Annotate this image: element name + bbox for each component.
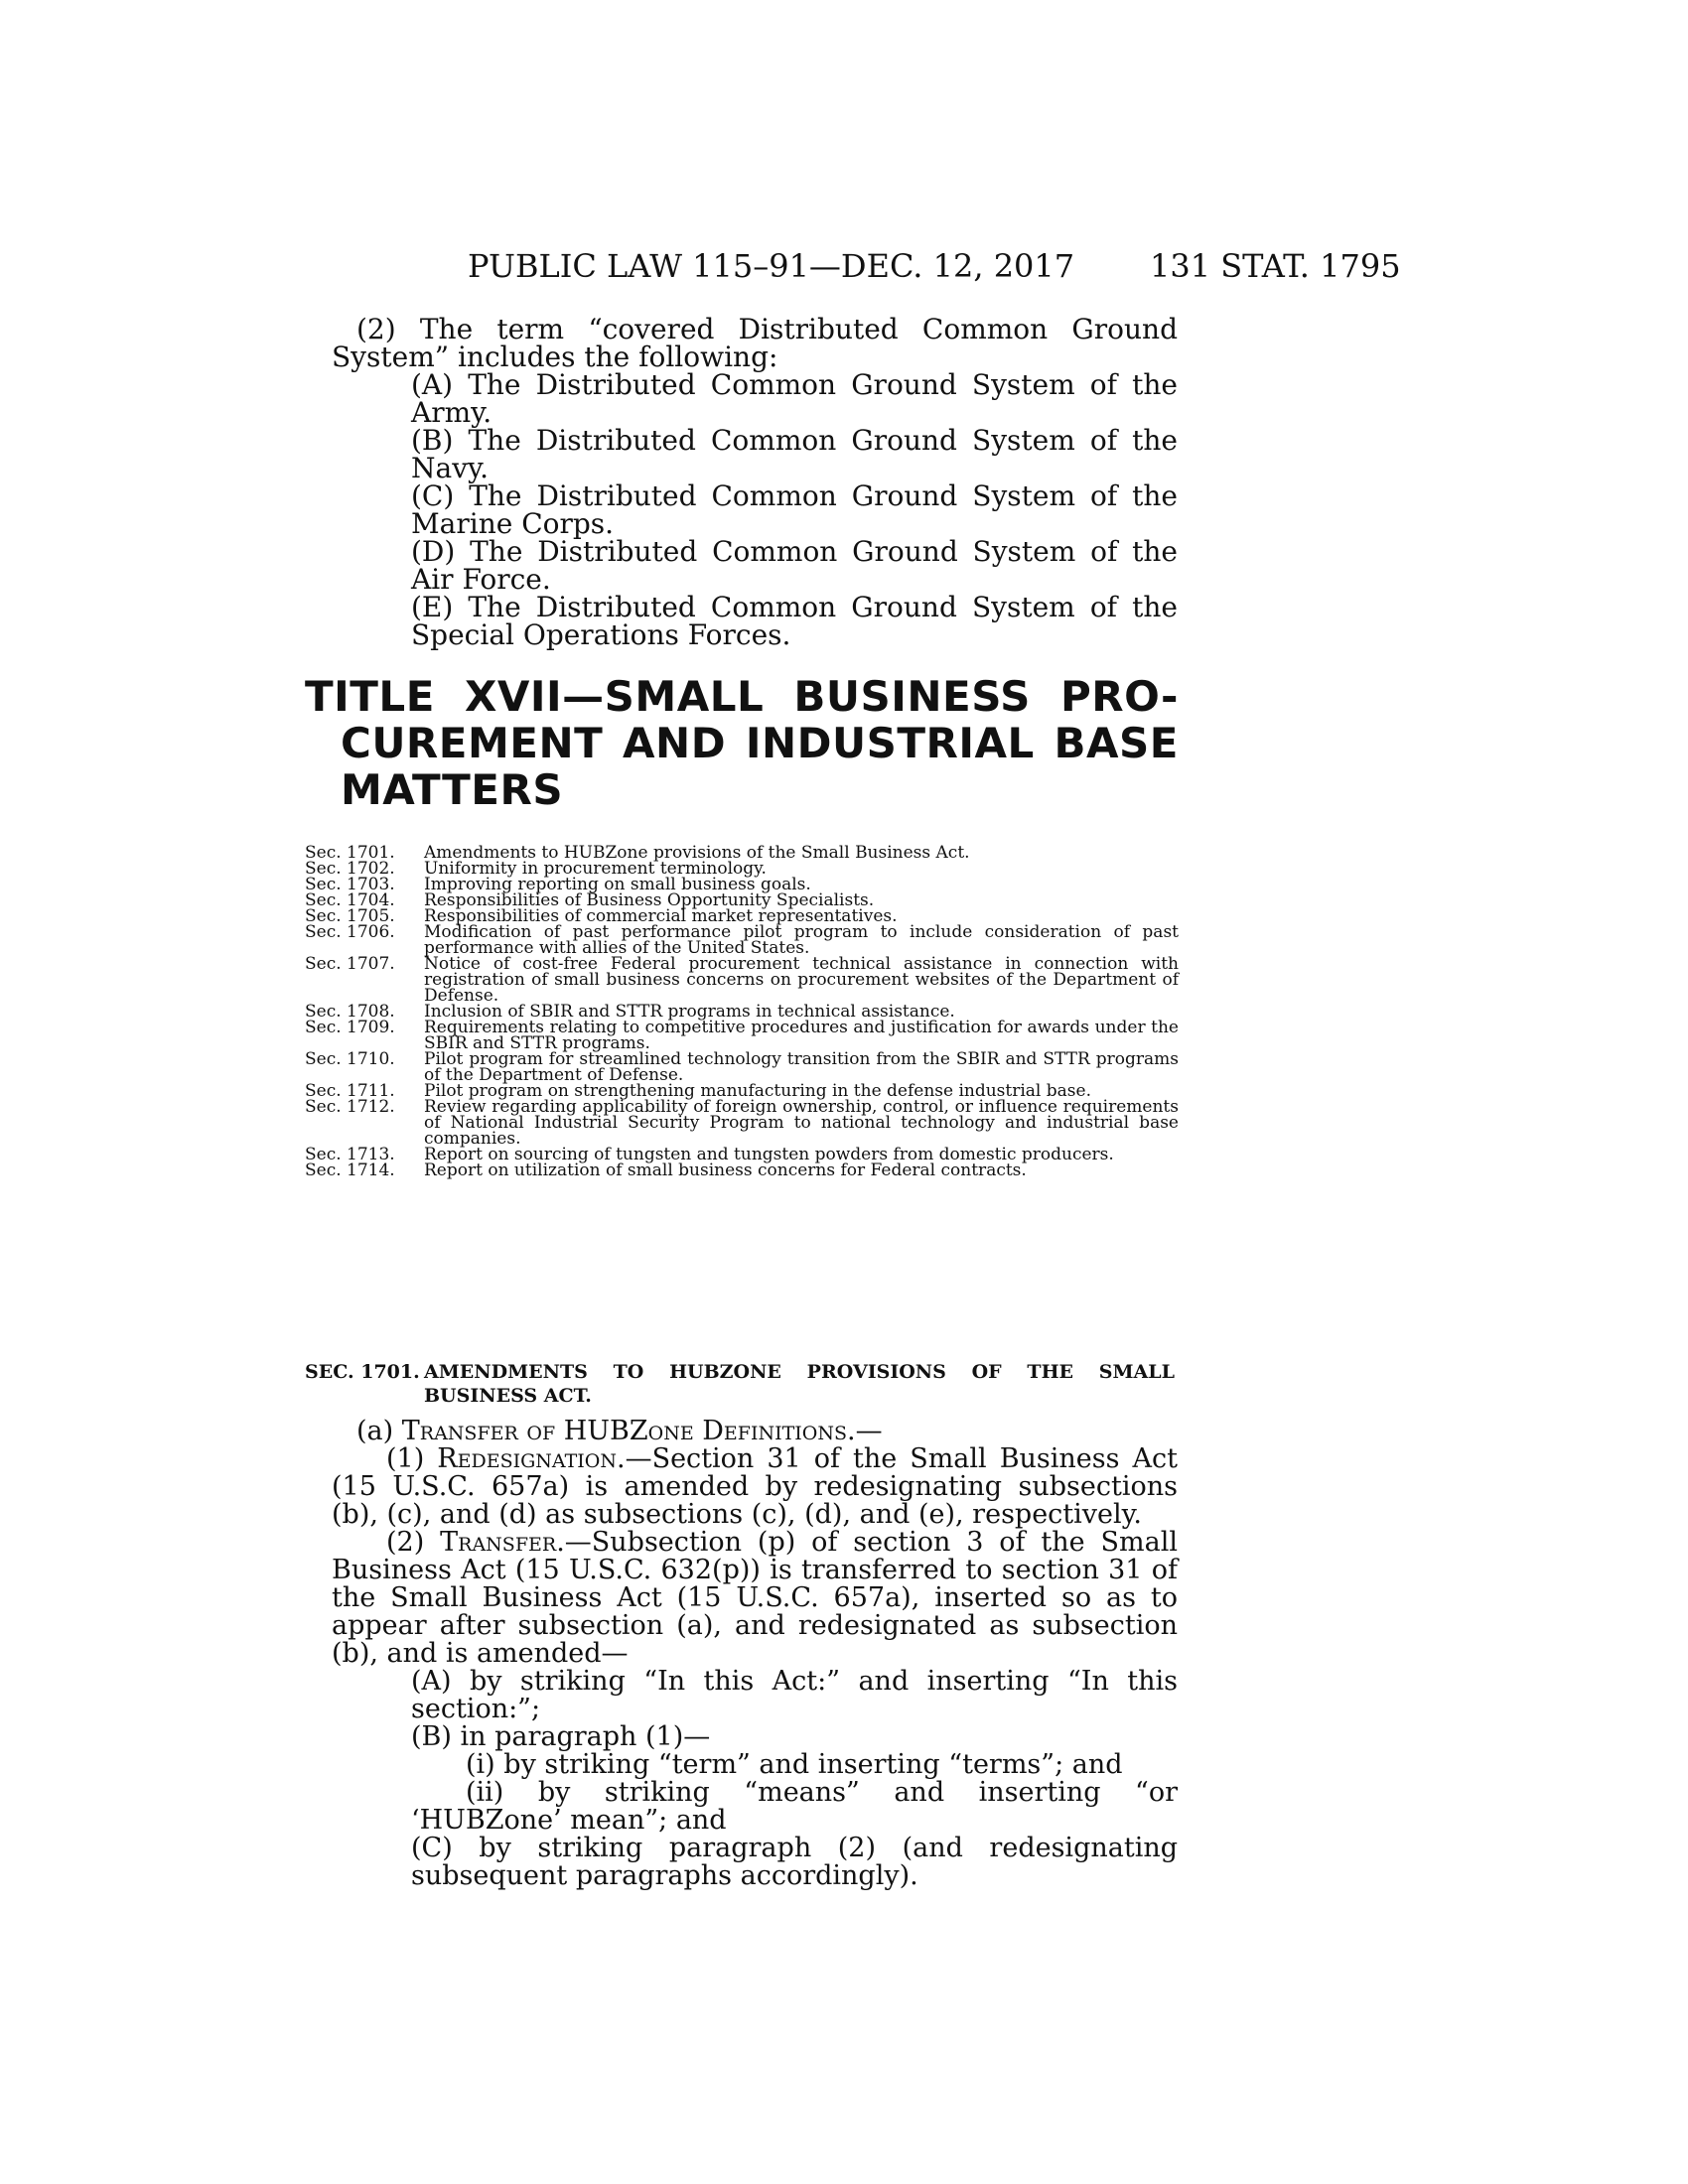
toc-entry-number: Sec. 1703. <box>305 875 395 894</box>
toc-entry <box>305 1020 1179 1051</box>
subsection-a <box>332 1418 1178 1445</box>
clause-a <box>332 1668 1178 1723</box>
title-line-1: TITLE XVII—SMALL BUSINESS PRO- <box>305 672 1179 721</box>
toc-entry-number: Sec. 1705. <box>305 906 395 926</box>
toc-entry-number: Sec. 1712. <box>305 1097 395 1117</box>
section-body <box>332 1418 1178 1890</box>
paragraph-1: (1) Redesignation.—Section 31 of the Small Business Act (15 U.S.C. 657a) is amended by redesignating subsections (b), (c), and (d) as subsections (c), (d), and (e), respectively. <box>332 1443 1178 1530</box>
toc-entry <box>305 1099 1179 1147</box>
toc-entry-number: Sec. 1710. <box>305 1049 395 1069</box>
toc-entry-text: Report on utilization of small business concerns for Federal contracts. <box>424 1160 1027 1180</box>
subsection-a-title: Transfer of HUBZone Definitions <box>401 1416 848 1446</box>
toc-entry <box>305 956 1179 1004</box>
toc-entry-number: Sec. 1711. <box>305 1081 395 1101</box>
item-b: (B) The Distributed Common Ground System of the Navy. <box>411 424 1178 484</box>
toc-entry-text: Improving reporting on small business goals. <box>424 875 811 894</box>
toc-entry-number: Sec. 1707. <box>305 954 395 974</box>
toc-entry-number: Sec. 1701. <box>305 843 395 863</box>
toc-entry-number: Sec. 1708. <box>305 1002 395 1022</box>
toc-entry-text: Amendments to HUBZone provisions of the Small Business Act. <box>424 843 970 863</box>
item-c: (C) The Distributed Common Ground System of the Marine Corps. <box>411 479 1178 540</box>
paragraph-1-title: Redesignation <box>437 1443 617 1474</box>
toc-entry-text: Notice of cost-free Federal procurement technical assistance in connection with registration of small business concerns on procurement websites of the Department of Defense. <box>424 954 1179 1006</box>
section-number: SEC. 1701. <box>305 1361 420 1383</box>
running-header-right: 131 STAT. 1795 <box>1150 247 1401 285</box>
toc-entry-text: Uniformity in procurement terminology. <box>424 859 767 879</box>
paragraph-2-title: Transfer <box>440 1527 557 1558</box>
title-heading <box>305 673 1179 813</box>
clause-b: (B) in paragraph (1)— <box>411 1721 711 1752</box>
running-header-left: PUBLIC LAW 115–91—DEC. 12, 2017 <box>468 247 1075 285</box>
toc-entry-number: Sec. 1704. <box>305 890 395 910</box>
paragraph-1-label: (1) <box>386 1443 425 1474</box>
toc-entry <box>305 1162 1179 1178</box>
item-e: (E) The Distributed Common Ground System of the Special Operations Forces. <box>411 591 1178 651</box>
toc-entry-number: Sec. 1709. <box>305 1018 395 1037</box>
table-of-contents <box>305 845 1179 1178</box>
paragraph-1-text: Section 31 of the Small Business Act (15 U.S.C. 657a) is amended by redesignating subsections (b), (c), and (d) as subsections (c), (d), and (e), respectively. <box>332 1443 1178 1530</box>
toc-entry <box>305 1051 1179 1083</box>
section-heading-line-1: AMENDMENTS TO HUBZONE PROVISIONS OF THE SMALL <box>424 1361 1175 1383</box>
toc-entry <box>305 924 1179 956</box>
toc-entry-text: Pilot program on strengthening manufacturing in the defense industrial base. <box>424 1081 1091 1101</box>
paragraph-2: (2) The term “covered Distributed Common Ground System” includes the following: <box>332 313 1178 373</box>
item-a-text: (A) The Distributed Common Ground System of the Army. <box>411 368 1178 429</box>
toc-entry-text: Requirements relating to competitive procedures and justification for awards under the SBIR and STTR programs. <box>424 1018 1179 1053</box>
toc-entry-number: Sec. 1713. <box>305 1145 395 1164</box>
toc-entry-text: Pilot program for streamlined technology transition from the SBIR and STTR programs of the Department of Defense. <box>424 1049 1179 1085</box>
toc-entry-text: Review regarding applicability of foreign ownership, control, or influence requirements of National Industrial Security Program to national technology and industrial base companies. <box>424 1097 1179 1149</box>
subsection-a-label: (a) <box>356 1416 394 1446</box>
toc-entry-text: Responsibilities of Business Opportunity Specialists. <box>424 890 875 910</box>
toc-entry-text: Report on sourcing of tungsten and tungsten powders from domestic producers. <box>424 1145 1114 1164</box>
subsection-a-dash: .— <box>847 1416 883 1446</box>
toc-entry-text: Modification of past performance pilot program to include consideration of past performance with allies of the United States. <box>424 922 1179 958</box>
title-line-2: CUREMENT AND INDUSTRIAL BASE <box>341 719 1179 767</box>
toc-entry-text: Responsibilities of commercial market representatives. <box>424 906 898 926</box>
paragraph-2-transfer: (2) Transfer.—Subsection (p) of section 3 of the Small Business Act (15 U.S.C. 632(p)) is transferred to section 31 of the Small Business Act (15 U.S.C. 657a), inserted so as to appear after subsection (a), and redesignated as subsection (b), and is amended— <box>332 1527 1178 1669</box>
toc-entry-text: Inclusion of SBIR and STTR programs in technical assistance. <box>424 1002 955 1022</box>
clause-c: (C) by striking paragraph (2) (and redesignating subsequent paragraphs accordingly). <box>411 1833 1178 1891</box>
clause-a-text: (A) by striking “In this Act:” and inserting “In this section:”; <box>411 1666 1178 1724</box>
item-d: (D) The Distributed Common Ground System of the Air Force. <box>411 535 1178 596</box>
paragraph-2-label: (2) <box>386 1527 425 1558</box>
top-text-block <box>332 313 1178 651</box>
paragraph-2-text: Subsection (p) of section 3 of the Small Business Act (15 U.S.C. 632(p)) is transferred to section 31 of the Small Business Act (15 U.S.C. 657a), inserted so as to appear after subsection (a), and redesignated as subsection (b), and is amended— <box>332 1527 1178 1669</box>
title-line-3: MATTERS <box>341 765 564 814</box>
clause-b-i: (i) by striking “term” and inserting “terms”; and <box>466 1749 1123 1780</box>
toc-entry-number: Sec. 1714. <box>305 1160 395 1180</box>
toc-entry-number: Sec. 1706. <box>305 922 395 942</box>
clause-b-ii: (ii) by striking “means” and inserting “or ‘HUBZone’ mean”; and <box>411 1777 1178 1836</box>
item-a <box>332 368 1178 429</box>
toc-entry-number: Sec. 1702. <box>305 859 395 879</box>
section-heading-line-2: BUSINESS ACT. <box>424 1385 592 1407</box>
section-heading <box>305 1360 1179 1408</box>
